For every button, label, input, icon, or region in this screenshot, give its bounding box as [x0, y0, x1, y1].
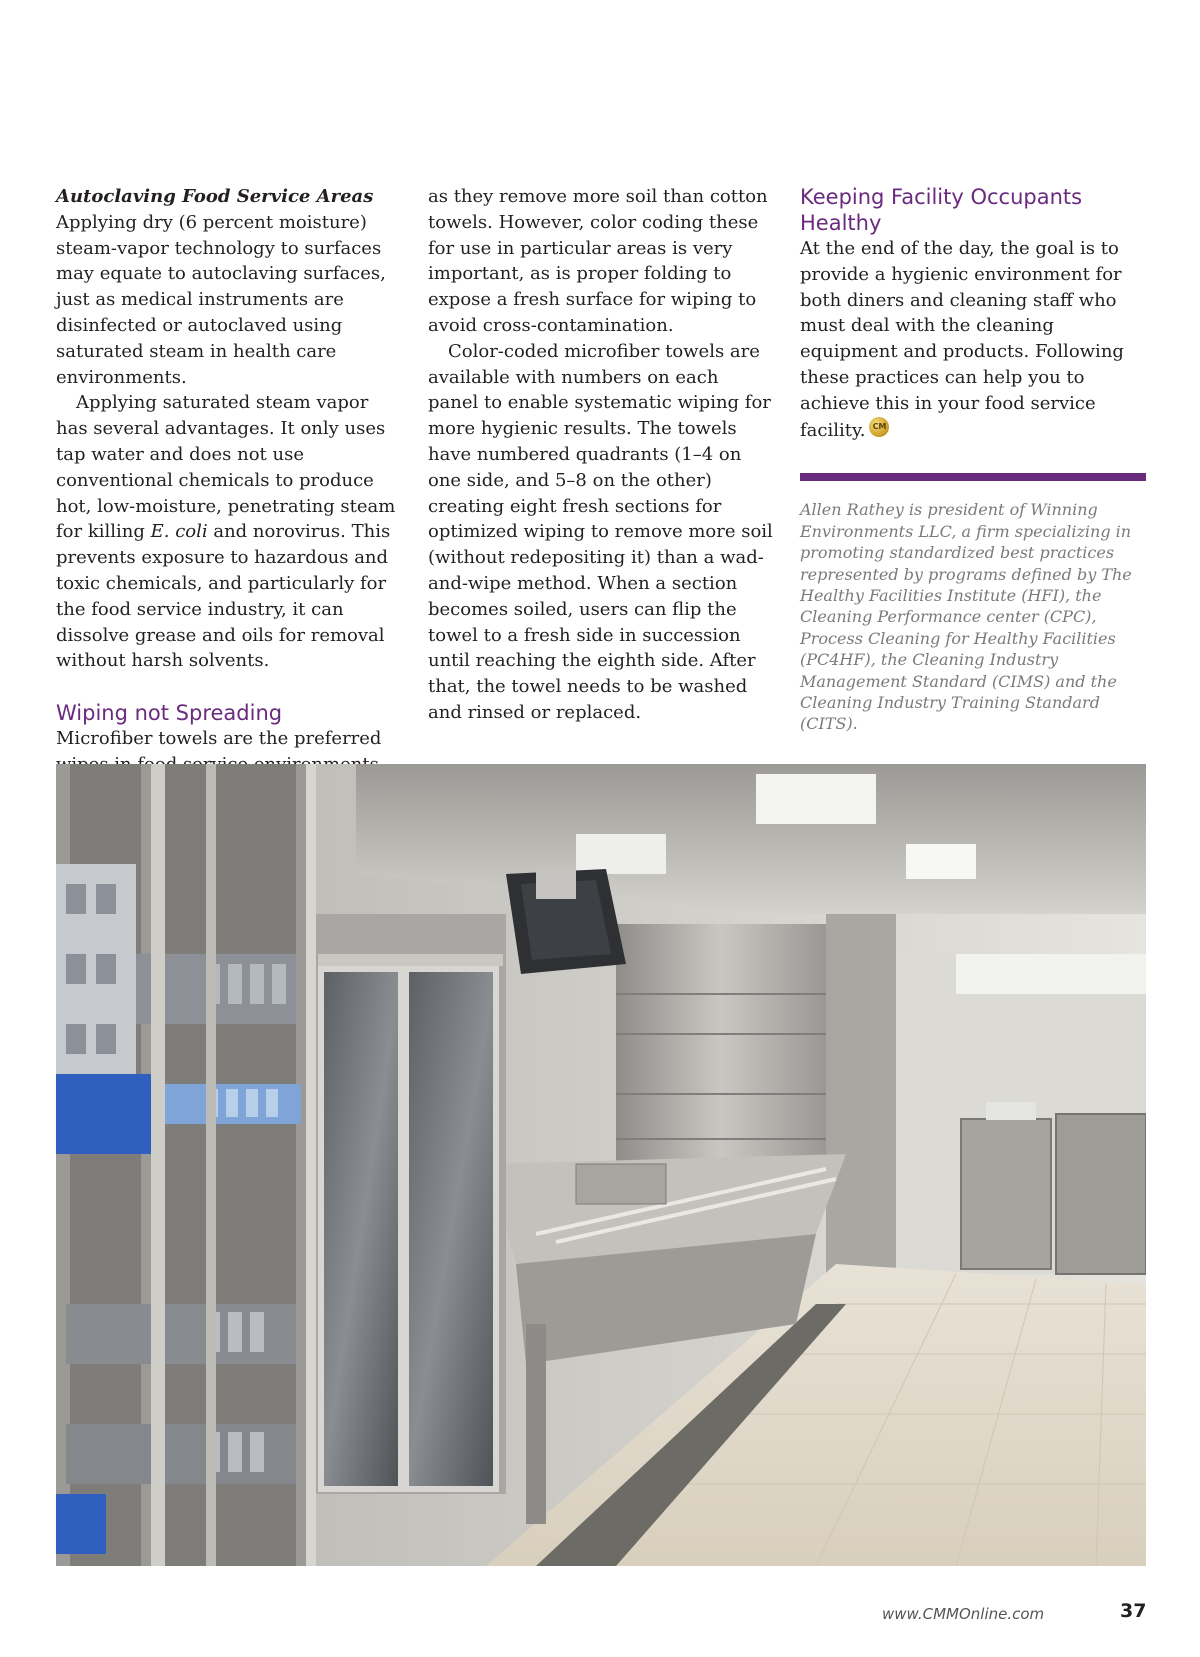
end-mark-text: CM — [872, 421, 887, 431]
footer-website-url: www.CMMOnline.com — [882, 1605, 1045, 1623]
bio-divider — [800, 473, 1146, 481]
end-of-article-icon — [869, 417, 889, 437]
paragraph: Color-coded microfiber towels are available with numbers on each panel to enable systematic wiping for more hygienic results. The towels have numbered quadrants (1–4 on one side, and 5–8 on the other) creating eight fresh sections for optimized wiping to remove more soil (without redepositing it) than a wad-and-wipe method. When a section becomes soiled, users can flip the towel to a fresh side in succession until reaching the eighth side. After that, the towel needs to be washed and rinsed or replaced. — [428, 340, 773, 723]
heading-keeping-facility-occupants-healthy: Keeping Facility Occupants Healthy — [800, 185, 1083, 235]
paragraph: as they remove more soil than cotton towels. However, color coding these for use in particular areas is very important, as is proper folding to expose a fresh surface for wiping to avoid cross-contamination. — [428, 186, 768, 336]
page-number: 37 — [1120, 1600, 1147, 1622]
author-bio: Allen Rathey is president of Winning Environments LLC, a firm specializing in promoting standardized best practices represented by programs defined by The Healthy Facilities Institute (HFI), the Cleaning Performance center (CPC), Process Cleaning for Healthy Facilities (PC4HF), the Cleaning Industry Management Standard (CIMS) and the Cleaning Industry Training Standard (CITS). — [800, 500, 1132, 734]
heading-wiping-not-spreading: Wiping not Spreading — [56, 701, 283, 726]
paragraph — [56, 390, 401, 674]
paragraph-text: At the end of the day, the goal is to provide a hygienic environment for both diners and cleaning staff who must deal with the cleaning equipment and products. Following these practices can help you to achieve this in your food service facility. — [800, 238, 1124, 441]
paragraph-text: and norovirus. This prevents exposure to hazardous and toxic chemicals, and particularly for the food service industry, it can dissolve grease and oils for removal without harsh solvents. — [56, 521, 391, 672]
paragraph — [800, 236, 1146, 443]
kitchen-photo — [56, 764, 1146, 1566]
article-column-3 — [800, 184, 1146, 735]
paragraph: Applying dry (6 percent moisture) steam-vapor technology to surfaces may equate to autoclaving surfaces, just as medical instruments are disinfected or autoclaved using saturated steam in health care environments. — [56, 211, 386, 388]
paragraph-text: Applying saturated steam vapor has several advantages. It only uses tap water and does not use conventional chemicals to produce hot, low-moisture, penetrating steam for killing — [56, 392, 396, 543]
kitchen-illustration — [56, 764, 1146, 1566]
ecoli-term: E. coli — [150, 521, 208, 543]
article-column-1 — [56, 184, 401, 778]
article-column-2 — [428, 184, 773, 726]
paragraph: Microfiber towels are the preferred — [56, 728, 382, 750]
subhead-autoclaving: Autoclaving Food Service Areas — [56, 186, 374, 207]
